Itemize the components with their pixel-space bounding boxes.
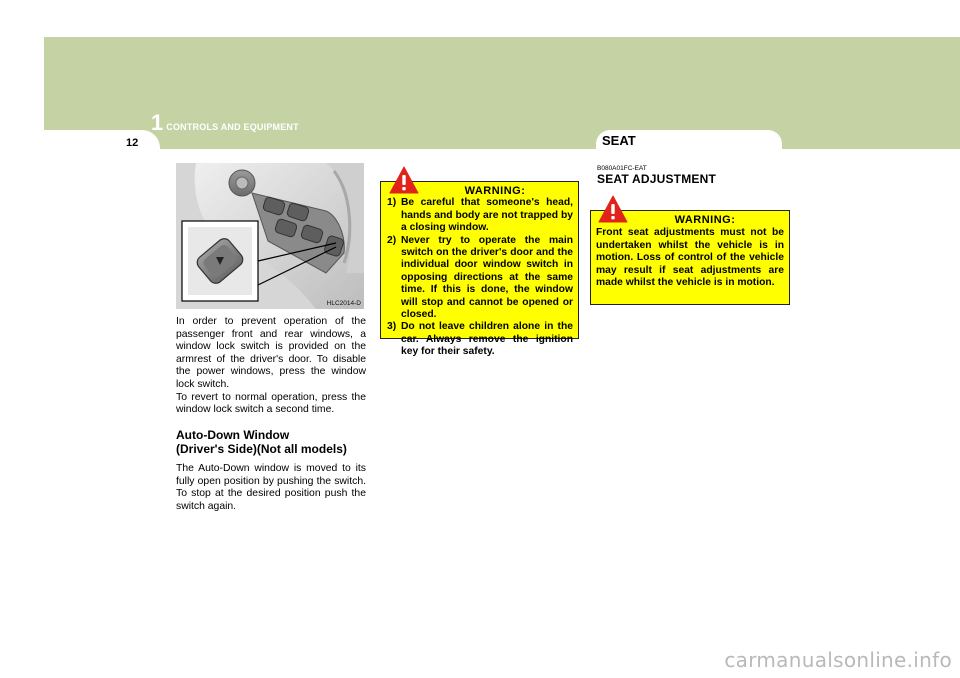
warning-triangle-icon (598, 195, 628, 223)
heading-line-2: (Driver's Side)(Not all models) (176, 442, 347, 456)
warning-item-number: 2) (387, 234, 397, 246)
figure-code: HLC2014-D (326, 300, 361, 307)
warning-title: WARNING: (464, 185, 526, 197)
auto-down-heading (176, 428, 376, 456)
warning-item-number: 1) (387, 197, 397, 209)
heading-line-1: Auto-Down Window (176, 428, 290, 442)
warning-item-text: Do not leave children alone in the car. Always remove the ignition key for their safety. (401, 321, 573, 358)
window-switch-photo (176, 163, 364, 309)
warning-item (387, 235, 573, 322)
chapter-number: 1 (151, 110, 164, 135)
warning-triangle-icon (389, 166, 419, 194)
warning-item (387, 197, 573, 234)
section-tab-label: SEAT (602, 133, 636, 148)
window-lock-description (176, 316, 366, 417)
window-switch-illustration (176, 163, 364, 309)
chapter-header (151, 110, 299, 136)
page-number: 12 (126, 137, 139, 149)
section-title: SEAT ADJUSTMENT (597, 172, 717, 186)
warning-item-number: 3) (387, 321, 397, 333)
seat-warning-box (590, 210, 790, 305)
warning-item-text: Never try to operate the main switch on the driver's door and the individual door window switch in opposing directions at the same time. If this is done, the window will stop and cannot be opened or closed. (401, 234, 573, 321)
paragraph-1: In order to prevent operation of the passenger front and rear windows, a window lock switch is provided on the armrest of the driver's door. To disable the power windows, press the window lock switch. (176, 316, 366, 390)
warning-list (387, 197, 573, 358)
paragraph-3: The Auto-Down window is moved to its fully open position by pushing the switch. To stop at the desired position push the switch again. (176, 463, 366, 512)
watermark: carmanualsonline.info (724, 648, 952, 672)
seat-warning-text: Front seat adjustments must not be undertaken whilst the vehicle is in motion. Loss of control of the vehicle may result if seat adjustments are made whilst the vehicle is in motion. (596, 227, 784, 289)
chapter-title: CONTROLS AND EQUIPMENT (166, 122, 299, 132)
warning-item (387, 321, 573, 358)
window-warning-box (380, 181, 579, 358)
section-code: B080A01FC-EAT (597, 165, 647, 172)
seat-warning-title: WARNING: (674, 214, 736, 226)
auto-down-description (176, 463, 366, 513)
warning-item-text: Be careful that someone's head, hands and body are not trapped by a closing window. (401, 197, 573, 234)
paragraph-2: To revert to normal operation, press the window lock switch a second time. (176, 391, 366, 416)
header-notch (44, 130, 160, 160)
